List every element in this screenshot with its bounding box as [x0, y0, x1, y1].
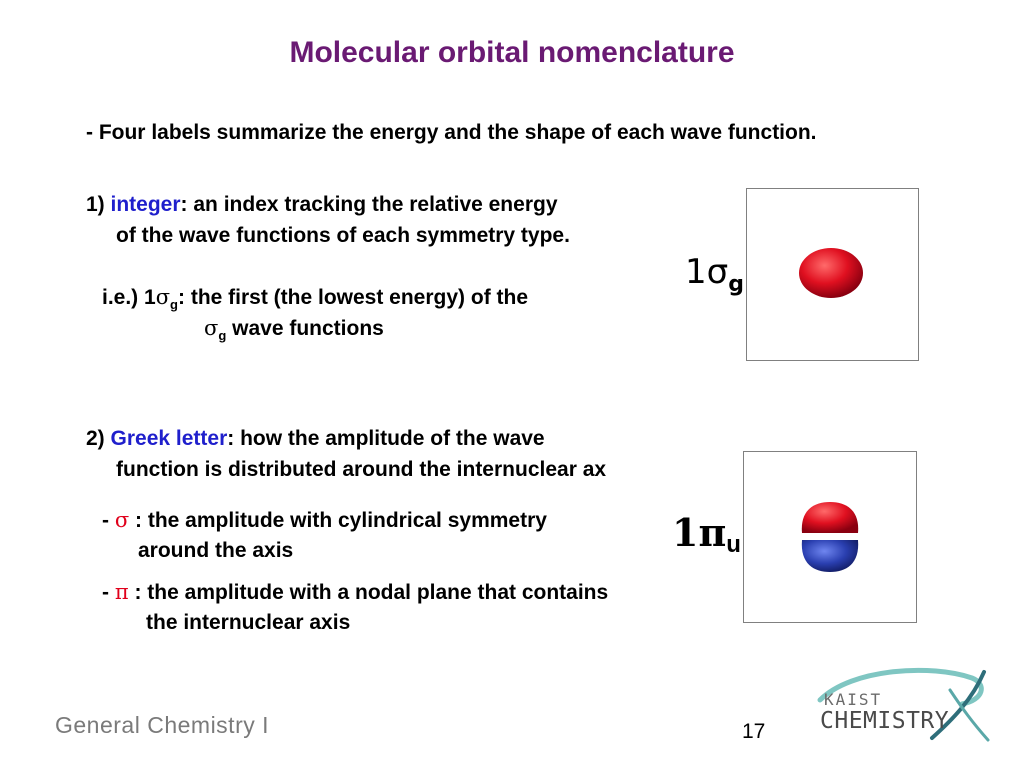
item1-line2: of the wave functions of each symmetry type. — [116, 224, 570, 247]
pi-positive-lobe — [802, 502, 858, 533]
item2-number: 2) — [86, 427, 111, 450]
item2-line1 — [86, 427, 545, 451]
pi-bullet — [102, 580, 608, 605]
item2-keyword: Greek letter — [110, 427, 228, 450]
example-text: : the first (the lowest energy) of the — [178, 286, 529, 309]
pi-symbol: π — [114, 580, 129, 604]
subscript-g: g — [728, 272, 744, 297]
slide-title: Molecular orbital nomenclature — [289, 36, 735, 69]
example-text-2: wave functions — [226, 317, 384, 340]
item1-keyword: integer — [110, 193, 181, 216]
item2-line2: function is distributed around the internuclear ax — [116, 458, 607, 481]
label-number: 1 — [672, 510, 699, 555]
sigma-symbol: σ — [204, 316, 219, 340]
sigma-symbol: σ — [706, 252, 729, 292]
bullet-dash: - — [102, 581, 115, 604]
pi-description: : the amplitude with a nodal plane that contains — [128, 581, 609, 604]
sigma-bullet — [102, 508, 547, 533]
sigma-g-label — [685, 252, 744, 297]
sigma-description: : the amplitude with cylindrical symmetry — [129, 509, 547, 532]
pi-bullet-line2: the internuclear axis — [146, 611, 351, 634]
item1-example — [102, 285, 528, 310]
item1-text: : an index tracking the relative energy — [180, 193, 558, 216]
subscript-g: g — [170, 297, 178, 312]
label-number: 1 — [685, 252, 707, 292]
sigma-bullet-line2: around the axis — [138, 539, 294, 562]
item1-number: 1) — [86, 193, 111, 216]
page-number: 17 — [742, 720, 766, 743]
example-prefix: i.e.) 1 — [102, 286, 156, 309]
sigma-symbol: σ — [114, 508, 130, 532]
subscript-g: g — [218, 328, 227, 343]
pi-negative-lobe — [802, 540, 858, 572]
pi-u-label — [672, 510, 741, 558]
pi-u-orbital-panel — [743, 451, 917, 623]
pi-symbol: π — [698, 510, 727, 555]
subscript-u: u — [726, 531, 741, 558]
sigma-g-orbital-image — [747, 189, 918, 360]
intro-text: - Four labels summarize the energy and the shape of each wave function. — [86, 121, 817, 144]
logo-chemistry-text: CHEMISTRY — [820, 708, 950, 734]
footer-course-name: General Chemistry I — [55, 712, 270, 738]
logo-kaist-text: KAIST — [824, 690, 883, 709]
sigma-symbol: σ — [155, 285, 171, 309]
item1-line1 — [86, 193, 558, 217]
item1-example-line2 — [204, 316, 384, 341]
pi-u-orbital-image — [744, 452, 916, 622]
sigma-lobe — [799, 248, 863, 298]
bullet-dash: - — [102, 509, 115, 532]
sigma-g-orbital-panel — [746, 188, 919, 361]
kaist-chemistry-logo — [812, 660, 992, 750]
item2-text: : how the amplitude of the wave — [227, 427, 545, 450]
